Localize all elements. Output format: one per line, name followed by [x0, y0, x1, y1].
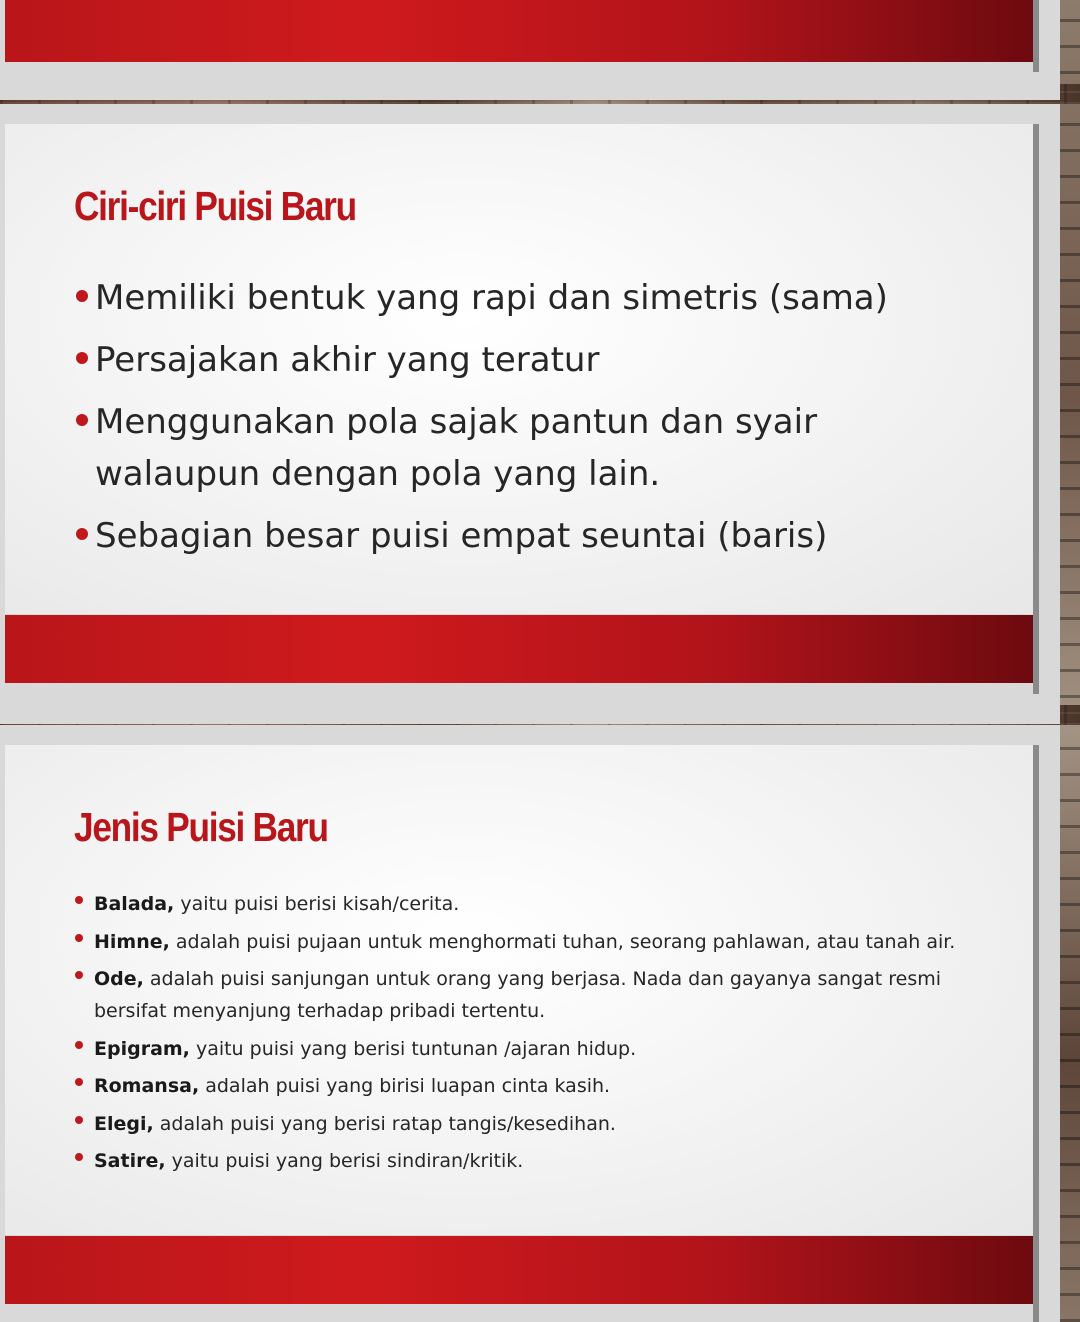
list-item: Menggunakan pola sajak pantun dan syair walaupun dengan pola yang lain. — [72, 396, 992, 500]
slide-1-red-band — [5, 615, 1033, 683]
list-item: Himne, adalah puisi pujaan untuk menghormati tuhan, seorang pahlawan, atau tanah air. — [72, 926, 972, 958]
bullet-dot-icon — [75, 1153, 83, 1161]
bullet-dot-icon — [75, 1116, 83, 1124]
list-item: Epigram, yaitu puisi yang berisi tuntunan /ajaran hidup. — [72, 1033, 972, 1065]
slide-2-red-band — [5, 1236, 1033, 1304]
bullet-dot-icon — [76, 290, 88, 302]
slide-2-shadow — [1033, 745, 1039, 1322]
slide-0-red-band — [5, 0, 1033, 62]
slide-2-title: Jenis Puisi Baru — [74, 804, 328, 850]
bullet-dot-icon — [75, 1078, 83, 1086]
bullet-dot-icon — [75, 896, 83, 904]
slide-1-title: Ciri-ciri Puisi Baru — [74, 183, 356, 229]
list-item: Sebagian besar puisi empat seuntai (baris) — [72, 510, 992, 562]
list-item: Satire, yaitu puisi yang berisi sindiran/kritik. — [72, 1145, 972, 1177]
list-item: Elegi, adalah puisi yang berisi ratap tangis/kesedihan. — [72, 1108, 972, 1140]
bullet-dot-icon — [76, 352, 88, 364]
list-item: Balada, yaitu puisi berisi kisah/cerita. — [72, 888, 972, 920]
bullet-dot-icon — [76, 414, 88, 426]
bullet-dot-icon — [75, 971, 83, 979]
bullet-dot-icon — [75, 934, 83, 942]
list-item: Persajakan akhir yang teratur — [72, 334, 992, 386]
list-item: Ode, adalah puisi sanjungan untuk orang yang berjasa. Nada dan gayanya sangat resmi bersifat menyanjung terhadap pribadi tertentu. — [72, 963, 972, 1027]
brick-wall-edge — [1058, 0, 1080, 1322]
list-item: Romansa, adalah puisi yang birisi luapan cinta kasih. — [72, 1070, 972, 1102]
slide-1-bullet-list — [72, 272, 992, 572]
bullet-dot-icon — [76, 528, 88, 540]
slide-0-shadow — [1033, 0, 1039, 72]
slide-1-shadow — [1033, 124, 1039, 694]
slide-2-bullet-list — [72, 888, 972, 1183]
list-item: Memiliki bentuk yang rapi dan simetris (sama) — [72, 272, 992, 324]
bullet-dot-icon — [75, 1041, 83, 1049]
